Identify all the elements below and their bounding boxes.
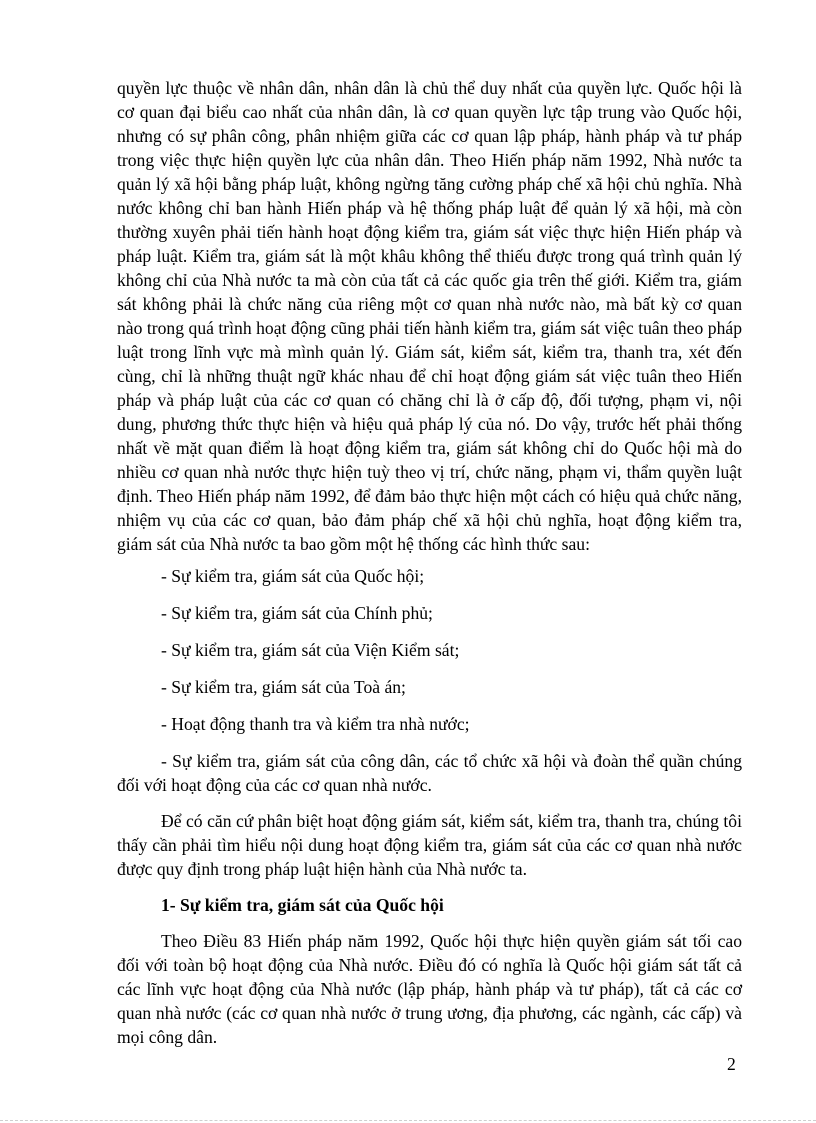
closing-paragraph: Để có căn cứ phân biệt hoạt động giám sát, kiểm sát, kiểm tra, thanh tra, chúng tôi thấy cần phải tìm hiểu nội dung hoạt động kiểm tra, giám sát của các cơ quan nhà nước được quy định trong pháp luật hiện hành của Nhà nước ta. (117, 811, 742, 879)
list-item: - Sự kiểm tra, giám sát của Quốc hội; (161, 566, 425, 586)
document-page (117, 76, 742, 1049)
list-item: - Sự kiểm tra, giám sát của công dân, các tổ chức xã hội và đoàn thể quần chúng đối với hoạt động của các cơ quan nhà nước. (117, 751, 742, 795)
list-item: - Sự kiểm tra, giám sát của Viện Kiểm sát; (161, 640, 460, 660)
list-item: - Sự kiểm tra, giám sát của Chính phủ; (161, 603, 433, 623)
section-heading: 1- Sự kiểm tra, giám sát của Quốc hội (161, 895, 444, 915)
page-bottom-divider (0, 1120, 816, 1121)
oversight-forms-list (117, 564, 742, 797)
intro-paragraph: quyền lực thuộc về nhân dân, nhân dân là chủ thể duy nhất của quyền lực. Quốc hội là cơ quan đại biểu cao nhất của nhân dân, là cơ quan quyền lực tập trung vào Quốc hội, nhưng có sự phân công, phân nhiệm giữa các cơ quan lập pháp, hành pháp và tư pháp trong việc thực hiện quyền lực của nhân dân. Theo Hiến pháp năm 1992, Nhà nước ta quản lý xã hội bằng pháp luật, không ngừng tăng cường pháp chế xã hội chủ nghĩa. Nhà nước không chỉ ban hành Hiến pháp và hệ thống pháp luật để quản lý xã hội, mà còn thường xuyên phải tiến hành hoạt động kiểm tra, giám sát việc thực hiện Hiến pháp và pháp luật. Kiểm tra, giám sát là một khâu không thể thiếu được trong quá trình quản lý không chỉ của Nhà nước ta mà còn của tất cả các quốc gia trên thế giới. Kiểm tra, giám sát không phải là chức năng của riêng một cơ quan nhà nước nào, mà bất kỳ cơ quan nào trong quá trình hoạt động cũng phải tiến hành kiểm tra, giám sát việc tuân theo pháp luật trong lĩnh vực mà mình quản lý. Giám sát, kiểm sát, kiểm tra, thanh tra, xét đến cùng, chỉ là những thuật ngữ khác nhau để chỉ hoạt động giám sát việc tuân theo Hiến pháp và pháp luật của các cơ quan có chăng chỉ là ở cấp độ, đối tượng, phạm vi, nội dung, phương thức thực hiện và hiệu quả pháp lý của nó. Do vậy, trước hết phải thống nhất về mặt quan điểm là hoạt động kiểm tra, giám sát không chỉ do Quốc hội mà do nhiều cơ quan nhà nước thực hiện tuỳ theo vị trí, chức năng, phạm vi, thẩm quyền luật định. Theo Hiến pháp năm 1992, để đảm bảo thực hiện một cách có hiệu quả chức năng, nhiệm vụ của các cơ quan, bảo đảm pháp chế xã hội chủ nghĩa, hoạt động kiểm tra, giám sát của Nhà nước ta bao gồm một hệ thống các hình thức sau: (117, 78, 742, 554)
list-item: - Sự kiểm tra, giám sát của Toà án; (161, 677, 406, 697)
section-paragraph: Theo Điều 83 Hiến pháp năm 1992, Quốc hội thực hiện quyền giám sát tối cao đối với toàn bộ hoạt động của Nhà nước. Điều đó có nghĩa là Quốc hội giám sát tất cả các lĩnh vực hoạt động của Nhà nước (lập pháp, hành pháp và tư pháp), tất cả các cơ quan nhà nước (các cơ quan nhà nước ở trung ương, địa phương, các ngành, các cấp) và mọi công dân. (117, 931, 742, 1047)
page-number: 2 (727, 1054, 736, 1074)
list-item: - Hoạt động thanh tra và kiểm tra nhà nước; (161, 714, 470, 734)
